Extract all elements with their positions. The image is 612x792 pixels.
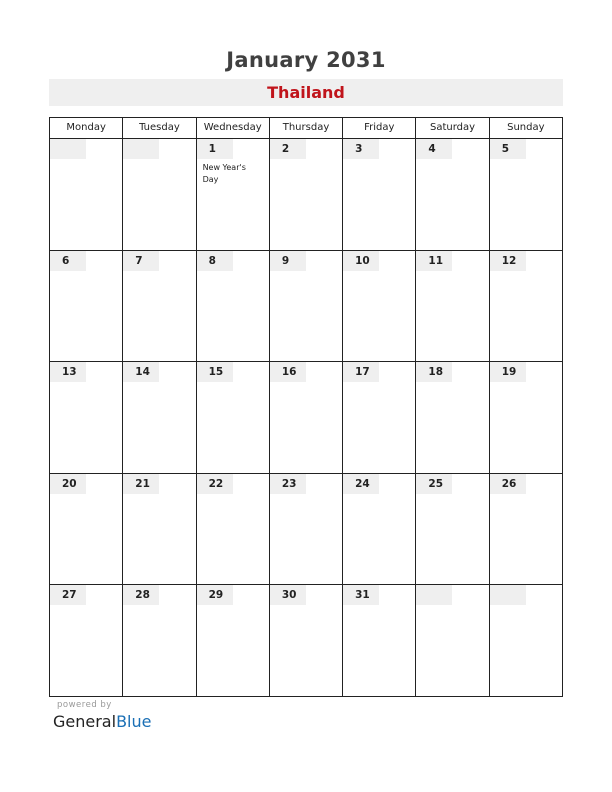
day-cell [416, 251, 489, 363]
day-cell [50, 585, 123, 697]
weekday-header: Friday [343, 118, 416, 139]
day-number: 10 [343, 251, 379, 271]
day-cell [197, 585, 270, 697]
day-cell [197, 362, 270, 474]
day-cell [343, 139, 416, 251]
day-cell [416, 139, 489, 251]
day-number: 9 [270, 251, 306, 271]
day-number: 6 [50, 251, 86, 271]
day-number: 14 [123, 362, 159, 382]
day-cell [123, 251, 196, 363]
day-number: 25 [416, 474, 452, 494]
day-number [50, 139, 86, 159]
day-cell [197, 251, 270, 363]
day-cell [343, 251, 416, 363]
day-number: 22 [197, 474, 233, 494]
day-cell [50, 139, 123, 251]
day-cell [270, 139, 343, 251]
weekday-header: Saturday [416, 118, 489, 139]
day-number: 1 [197, 139, 233, 159]
day-cell [197, 474, 270, 586]
weekday-header: Thursday [270, 118, 343, 139]
day-cell [416, 474, 489, 586]
day-cell [490, 139, 563, 251]
day-number: 4 [416, 139, 452, 159]
day-cell [416, 585, 489, 697]
day-number: 12 [490, 251, 526, 271]
day-number: 8 [197, 251, 233, 271]
week-row [50, 139, 563, 251]
day-cell [123, 585, 196, 697]
day-number: 26 [490, 474, 526, 494]
day-number: 28 [123, 585, 159, 605]
day-number: 16 [270, 362, 306, 382]
week-row [50, 362, 563, 474]
day-number: 15 [197, 362, 233, 382]
country-banner [49, 79, 563, 106]
day-cell [123, 474, 196, 586]
day-number: 13 [50, 362, 86, 382]
day-cell [343, 585, 416, 697]
day-number: 5 [490, 139, 526, 159]
day-number [123, 139, 159, 159]
day-cell [343, 474, 416, 586]
day-number: 2 [270, 139, 306, 159]
day-cell [490, 362, 563, 474]
day-number: 24 [343, 474, 379, 494]
brand-blue: Blue [116, 712, 152, 731]
brand-general: General [53, 712, 117, 731]
weekday-header: Monday [50, 118, 123, 139]
brand-logo [53, 712, 151, 731]
day-cell [50, 251, 123, 363]
day-number: 7 [123, 251, 159, 271]
day-cell [50, 362, 123, 474]
day-cell [123, 362, 196, 474]
powered-by-label: powered by [57, 700, 112, 710]
day-number: 29 [197, 585, 233, 605]
calendar-grid [49, 117, 563, 697]
day-cell [490, 585, 563, 697]
weekday-header: Tuesday [123, 118, 196, 139]
day-number: 3 [343, 139, 379, 159]
day-number [416, 585, 452, 605]
day-cell [270, 585, 343, 697]
day-number: 23 [270, 474, 306, 494]
weekday-header-row [50, 118, 563, 139]
week-row [50, 474, 563, 586]
day-number: 17 [343, 362, 379, 382]
day-number: 11 [416, 251, 452, 271]
day-number [490, 585, 526, 605]
day-cell [490, 251, 563, 363]
weekday-header: Sunday [490, 118, 563, 139]
day-number: 27 [50, 585, 86, 605]
day-cell [270, 251, 343, 363]
day-cell [270, 362, 343, 474]
day-cell [197, 139, 270, 251]
day-number: 30 [270, 585, 306, 605]
week-row [50, 251, 563, 363]
day-number: 18 [416, 362, 452, 382]
day-number: 21 [123, 474, 159, 494]
day-cell [490, 474, 563, 586]
day-cell [50, 474, 123, 586]
holiday-label: New Year's Day [202, 163, 246, 184]
day-cell [123, 139, 196, 251]
weekday-header: Wednesday [197, 118, 270, 139]
weeks-container [50, 139, 563, 697]
day-number: 19 [490, 362, 526, 382]
calendar-title: January 2031 [226, 48, 386, 72]
week-row [50, 585, 563, 697]
day-number: 20 [50, 474, 86, 494]
day-number: 31 [343, 585, 379, 605]
country-name: Thailand [267, 83, 345, 102]
day-cell [270, 474, 343, 586]
day-cell [343, 362, 416, 474]
day-cell [416, 362, 489, 474]
